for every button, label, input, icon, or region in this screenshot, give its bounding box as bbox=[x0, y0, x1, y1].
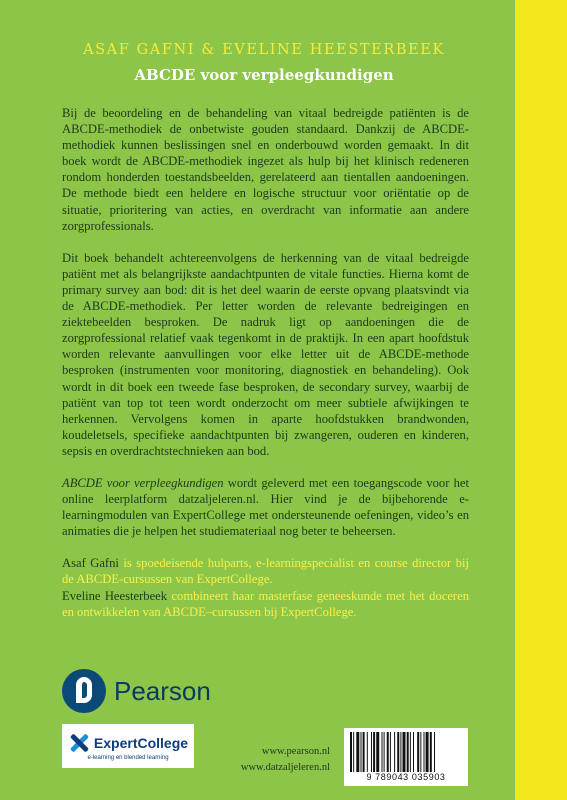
author-name-1: Asaf Gafni bbox=[62, 556, 119, 571]
blurb-paragraph-3-text: wordt geleverd met een toegangscode voor het online leerplatform datzaljeleren.nl. Hier vind je de bijbehorende e-learningmodulen van ExpertCollege met ondersteunende oefeningen, video’s en animaties die je helpen het studiemateriaal nog beter te beheersen. bbox=[62, 475, 469, 539]
book-title: ABCDE voor verpleegkundigen bbox=[134, 66, 394, 84]
expertcollege-x-icon bbox=[68, 732, 90, 754]
book-spine bbox=[515, 0, 567, 800]
url-datzaljeleren: www.datzaljeleren.nl bbox=[240, 762, 330, 773]
isbn-barcode bbox=[344, 728, 468, 786]
blurb-paragraph-3 bbox=[62, 475, 469, 539]
author-bio-1-text: is spoedeisende hulparts, e-learningspecialist en course director bij de ABCDE-cursussen van ExpertCollege. bbox=[62, 556, 469, 587]
author-bio-2-text: combineert haar masterfase geneeskunde met het doceren en ontwikkelen van ABCDE–cursussen bij ExpertCollege. bbox=[62, 588, 470, 619]
footer-urls bbox=[210, 744, 330, 776]
author-bio-1 bbox=[62, 555, 469, 587]
url-pearson: www.pearson.nl bbox=[261, 746, 330, 757]
expertcollege-tagline: e-learning en blended learning bbox=[87, 754, 169, 761]
author-name-2: Eveline Heesterbeek bbox=[62, 588, 168, 603]
pearson-logo bbox=[62, 665, 222, 717]
author-bio-2 bbox=[62, 588, 469, 620]
expertcollege-logo bbox=[62, 724, 194, 768]
book-title-italic: ABCDE voor verpleegkundigen bbox=[62, 475, 224, 490]
expertcollege-wordmark: ExpertCollege bbox=[93, 734, 189, 751]
barcode-bars-icon bbox=[350, 732, 462, 772]
pearson-p-icon bbox=[62, 669, 106, 713]
pearson-wordmark: Pearson bbox=[114, 675, 211, 706]
authors: ASAF GAFNI & EVELINE HEESTERBEEK bbox=[83, 42, 445, 58]
isbn-number: 9 789043 035903 bbox=[366, 772, 446, 782]
blurb-paragraph-1: Bij de beoordeling en de behandeling van vitaal bedreigde patiënten is de ABCDE-methodiek de onbetwiste gouden standaard. Dankzij de ABCDE-methodiek kunnen beslissingen snel en onderbouwd worden gemaakt. In dit boek wordt de ABCDE-methodiek ingezet als hulp bij het klinisch redeneren rondom honderden toestandsbeelden, gerelateerd aan tientallen aandoeningen. De methode biedt een heldere en logische structuur voor oriëntatie op de situatie, prioritering van acties, en overdracht van informatie aan andere zorgprofessionals. bbox=[62, 106, 469, 233]
blurb-paragraph-2: Dit boek behandelt achtereenvolgens de herkenning van de vitaal bedreigde patiënt met als belangrijkste aandachtpunten de vitale functies. Hierna komt de primary survey aan bod: dit is het deel waarin de eerste opvang plaatsvindt via de ABCDE-methodiek. Per letter worden de relevante bedreigingen en ziektebeelden besproken. De nadruk ligt op aandoeningen die de zorgprofessional relatief vaak tegenkomt in de praktijk. In een apart hoofdstuk worden relevante aanvullingen voor elke letter uit de ABCDE-methode besproken (instrumenten voor monitoring, diagnostiek en behandeling). Ook wordt in dit boek een tweede fase besproken, de secondary survey, waarbij de patiënt van top tot teen wordt onderzocht om meer subtiele afwijkingen te herkennen. Vervolgens komen in aparte hoofdstukken brandwonden, koudeletsels, specifieke aandachtpunten bij zwangeren, ouderen en kinderen, sepsis en overdrachtstechnieken aan bod. bbox=[62, 250, 469, 458]
blurb bbox=[62, 105, 469, 620]
